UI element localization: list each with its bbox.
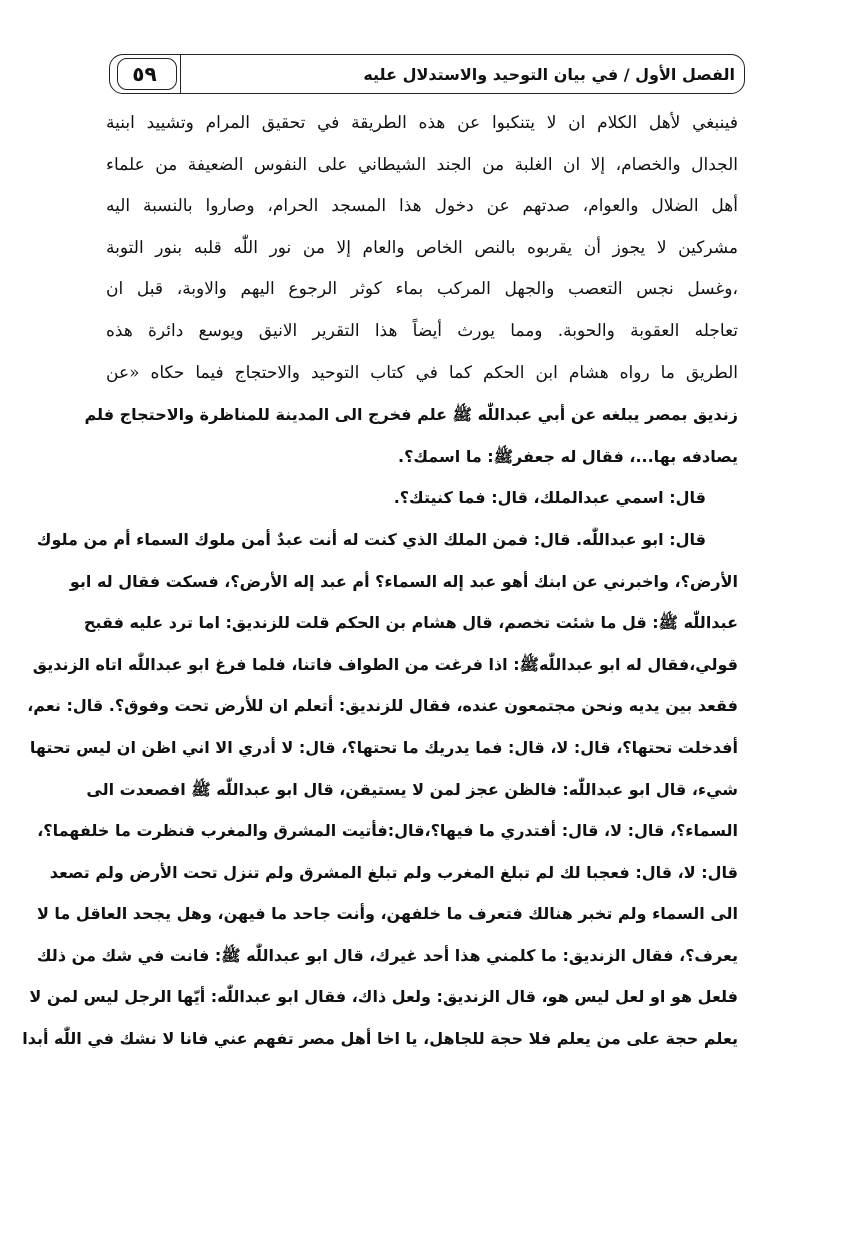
text-line: شيء، قال ابو عبداللّٰه: فالظن عجز لمن لا يستيقن، قال ابو عبداللّٰه ﷺ افصعدت الى	[86, 779, 738, 799]
text-line: يعلم حجة على من يعلم فلا حجة للجاهل، يا اخا أهل مصر تفهم عني فانا لا نشك في اللّٰه أبدا	[22, 1029, 738, 1049]
text-line: تعاجله العقوبة والحوبة. ومما يورث أيضاً هذا التقرير الانيق ويوسع دائرة هذه	[106, 320, 738, 341]
text-line: يصادفه بها...، فقال له جعفرﷺ: ما اسمك؟.	[398, 446, 738, 466]
text-line: مشركين لا يجوز أن يقربوه بالنص الخاص والعام إلا من نور اللّٰه قلبه بنور التوبة	[106, 237, 738, 258]
text-line: فينبغي لأهل الكلام ان لا يتنكبوا عن هذه الطريقة في تحقيق المرام وتشييد ابنية	[106, 113, 738, 133]
text-line: الجدال والخصام، إلا ان الغلبة من الجند الشيطاني على النفوس الضعيفة من علماء	[106, 154, 738, 175]
text-line: قال: لا، قال: فعجبا لك لم تبلغ المغرب ولم تبلغ المشرق ولم تنزل تحت الأرض ولم تصعد	[49, 862, 738, 882]
text-line: فقعد بين يديه ونحن مجتمعون عنده، فقال للزنديق: أتعلم ان للأرض تحت وفوق؟. قال: نعم،	[27, 696, 738, 716]
body-text	[22, 103, 738, 1060]
text-line: السماء؟، قال: لا، قال: أفتدري ما فيها؟،قال:فأتيت المشرق والمغرب فنظرت ما خلفهما؟،	[37, 821, 738, 841]
text-line: ،وغسل نجس التعصب والجهل المركب بماء كوثر الرجوع اليهم والاوبة، قبل ان	[106, 279, 738, 300]
running-title: الفصل الأول / في بيان التوحيد والاستدلال عليه	[363, 64, 735, 84]
text-line: الى السماء ولم تخبر هنالك فتعرف ما خلفهن، وأنت جاحد ما فيهن، وهل يجحد العاقل ما لا	[36, 904, 738, 924]
text-line: الطريق ما رواه هشام ابن الحكم كما في كتاب التوحيد والاحتجاج فيما حكاه «عن	[106, 362, 738, 383]
page-number: ٥٩	[109, 54, 181, 94]
text-line: أفدخلت تحتها؟، قال: لا، قال: فما يدريك ما تحتها؟، قال: لا أدري الا اني اظن ان ليس تحتها	[29, 737, 738, 757]
text-line: قال: اسمي عبدالملك، قال: فما كنيتك؟.	[393, 488, 706, 508]
text-line: قال: ابو عبداللّٰه. قال: فمن الملك الذي كنت له أنت عبدٌ أمن ملوك السماء أم من ملوك	[36, 529, 706, 549]
text-line: قولي،فقال له ابو عبداللّٰهﷺ: اذا فرغت من الطواف فاتنا، فلما فرغ ابو عبداللّٰه اتاه الزنديق	[32, 654, 738, 674]
text-line: فلعل هو او لعل ليس هو، قال الزنديق: ولعل ذاك، فقال ابو عبداللّٰه: أيّها الرجل ليس لمن لا	[29, 987, 738, 1007]
text-line: يعرف؟، فقال الزنديق: ما كلمني هذا أحد غيرك، قال ابو عبداللّٰه ﷺ: فانت في شك من ذلك	[36, 945, 738, 965]
text-line: عبداللّٰه ﷺ: قل ما شئت تخصم، قال هشام بن الحكم قلت للزنديق: اما ترد عليه فقبح	[83, 613, 738, 633]
text-line: زنديق بمصر يبلغه عن أبي عبداللّٰه ﷺ علم فخرج الى المدينة للمناظرة والاحتجاج فلم	[84, 405, 738, 425]
text-line: الأرض؟، واخبرني عن ابنك أهو عبد إله السماء؟ أم عبد إله الأرض؟، فسكت فقال له ابو	[69, 571, 738, 591]
text-line: أهل الضلال والعوام، صدتهم عن دخول هذا المسجد الحرام، وصاروا بالنسبة اليه	[106, 196, 738, 217]
